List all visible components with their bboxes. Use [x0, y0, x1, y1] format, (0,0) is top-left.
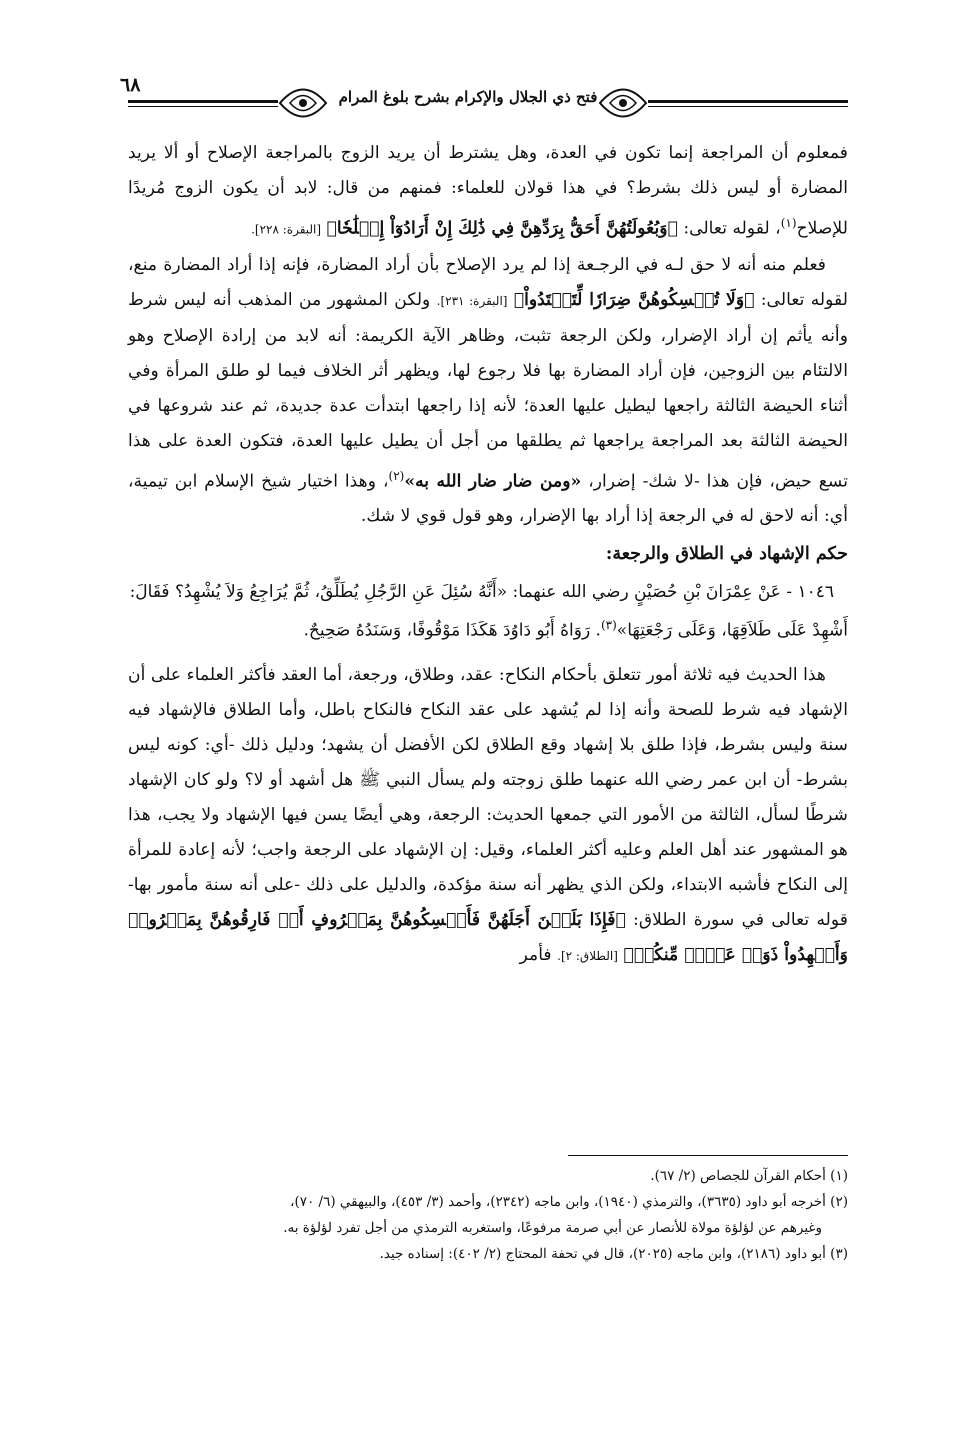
- hadith-text: ١٠٤٦ - عَنْ عِمْرَانَ بْنِ حُصَيْنٍ رضي الله عنهما: «أَنَّهُ سُئِلَ عَنِ الرَّجُلِ يُطَلِّقُ، ثُمَّ يُرَاجِعُ وَلاَ يُشْهِدُ؟ فَقَالَ: أَشْهِدْ عَلَى طَلاَقِهَا، وَعَلَى رَجْعَتِهَا»: [129, 582, 848, 642]
- footnote-2-continued: وغيرهم عن لؤلؤة مولاة للأنصار عن أبي صرمة مرفوعًا، واستغربه الترمذي من أجل تفرد لؤلؤة به.: [283, 1220, 822, 1236]
- verse-ref-3: [الطلاق: ٢].: [557, 949, 618, 964]
- footnote-1: (١) أحكام القرآن للجصاص (٢/ ٦٧).: [650, 1168, 848, 1184]
- footnote-ref-2[interactable]: (٢): [388, 468, 405, 483]
- main-text: [128, 136, 848, 974]
- hadith-1046: [128, 576, 848, 648]
- footnote-ref-3[interactable]: (٣): [600, 618, 617, 633]
- running-header: [88, 78, 848, 126]
- verse-ref-2: [البقرة: ٢٣١].: [436, 293, 508, 308]
- paragraph-3-text: أنه ليس شرط وأنه يأثم إن أراد الإضرار، ولكن الرجعة تثبت، وظاهر الآية الكريمة: أنه لابد من إرادة الإصلاح وهو الالتئام بين الزوجين، فإن أراد المضارة بها فلا رجوع لها، ويظهر أثر الخلاف فيما لو طلق المرأة وفي أثناء الحيضة الثالثة راجعها ليطيل عليها العدة؛ لأنه إذا راجعها ابتدأت عدة جديدة، ثم عند شروعها في الحيضة الثالثة بعد المراجعة يراجعها ثم يطلقها من أجل أن يطيل عليها العدة، فتكون العدة على هذا تسع حيض، فإن هذا -لا شك- إضرار،: [128, 289, 848, 492]
- paragraph-2-rest: ولكن المشهور من المذهب: [237, 289, 431, 310]
- quran-verse-3: ﴿فَإِذَا بَلَغۡنَ أَجَلَهُنَّ فَأَمۡسِكُوهُنَّ بِمَعۡرُوفٍ أَوۡ فَارِقُوهُنَّ بِمَعۡرُوفٖ وَأَشۡهِدُواْ ذَوَيۡ عَدۡلٖ مِّنكُمۡ﴾: [128, 910, 848, 966]
- paragraph-1-mid: ، لقوله تعالى:: [683, 218, 781, 239]
- hadith-quote: «ومن ضار ضار الله به»: [404, 471, 582, 492]
- book-title: فتح ذي الجلال والإكرام بشرح بلوغ المرام: [338, 88, 598, 106]
- header-rule-right-thin: [648, 106, 848, 107]
- hadith-source: . رَوَاهُ أَبُو دَاوُدَ هَكَذَا مَوْقُوفًا، وَسَنَدُهُ صَحِيحٌ.: [303, 621, 601, 642]
- section-heading: حكم الإشهاد في الطلاق والرجعة:: [605, 544, 848, 565]
- explanation-rest: فأمر: [519, 945, 552, 966]
- paragraph-3-end: الإضرار، وهو قول قوي لا شك.: [360, 506, 576, 527]
- footnote-ref-1[interactable]: (١): [780, 216, 797, 230]
- paragraph-1: [128, 136, 848, 248]
- paragraph-2-text: فعلم منه أنه لا حق لـه في الرجـعة إذا لم يرد الإصلاح بأن أراد المضارة، فإنه إذا أراد المضارة منع، لقوله تعالى:: [128, 254, 848, 310]
- paragraph-1-text: فمعلوم أن المراجعة إنما تكون في العدة، وهل يشترط أن يريد الزوج بالمراجعة الإصلاح أو ألا يريد المضارة أو ليس ذلك بشرط؟ في هذا قولان للعلماء: فمنهم من قال: لابد أن يكون الزوج مُريدًا للإصلاح: [128, 143, 848, 239]
- header-rule-left-thin: [128, 106, 278, 107]
- footnote-rule: [568, 1155, 848, 1156]
- paragraph-2: [128, 248, 848, 535]
- explanation-text: هذا الحديث فيه ثلاثة أمور تتعلق بأحكام النكاح: عقد، وطلاق، ورجعة، أما العقد فأكثر العلماء على أن الإشهاد فيه شرط للصحة وأنه إذا لم يُشهد على عقد النكاح فالنكاح باطل، وأما الطلاق فالإشهاد فيه سنة وليس بشرط، فإذا طلق بلا إشهاد وقع الطلاق لكن الأفضل أن يشهد؛ ودليل ذلك -أي: كونه ليس بشرط- أن ابن عمر رضي الله عنهما طلق زوجته ولم يسأل النبي ﷺ هل أشهد أو لا؟ ولو كان الإشهاد شرطًا لسأل، الثالثة من الأمور التي جمعها الحديث: الرجعة، وهي أيضًا يسن فيها الإشهاد ولا يجب، هذا هو المشهور عند أهل العلم وعليه أكثر العلماء، وقيل: إن الإشهاد على الرجعة واجب؛ لأنه إعادة للمرأة إلى النكاح فأشبه الابتداء، ولكن الذي يظهر أنه سنة مؤكدة، والدليل على ذلك -على أنه سنة مأمور بها- قوله تعالى في سورة الطلاق:: [128, 665, 848, 931]
- paragraph-3-rest: ، وهذا اختيار شيخ الإسلام ابن تيمية، أي: أنه لاحق له في الرجعة إذا أراد بها: [128, 471, 848, 527]
- footnote-2: (٢) أخرجه أبو داود (٣٦٣٥)، والترمذي (١٩٤٠)، وابن ماجه (٢٣٤٢)، وأحمد (٣/ ٤٥٣)، والبيهقي (٦/ ٧٠)،: [290, 1194, 848, 1210]
- verse-ref-1: [البقرة: ٢٢٨].: [251, 222, 322, 237]
- quran-verse-1: ﴿وَبُعُولَتُهُنَّ أَحَقُّ بِرَدِّهِنَّ فِي ذَٰلِكَ إِنْ أَرَادُوٓاْ إِصۡلَٰحٗا﴾: [326, 218, 678, 239]
- explanation-paragraph: [128, 658, 848, 974]
- footnote-3: (٣) أبو داود (٢١٨٦)، وابن ماجه (٢٠٢٥)، قال في تحفة المحتاج (٢/ ٤٠٢): إسناده جيد.: [379, 1246, 848, 1262]
- page-number: ٦٨: [120, 74, 141, 96]
- quran-verse-2: ﴿وَلَا تُمۡسِكُوهُنَّ ضِرَارٗا لِّتَعۡتَدُواْ﴾: [513, 289, 755, 310]
- footnotes: [128, 1163, 848, 1267]
